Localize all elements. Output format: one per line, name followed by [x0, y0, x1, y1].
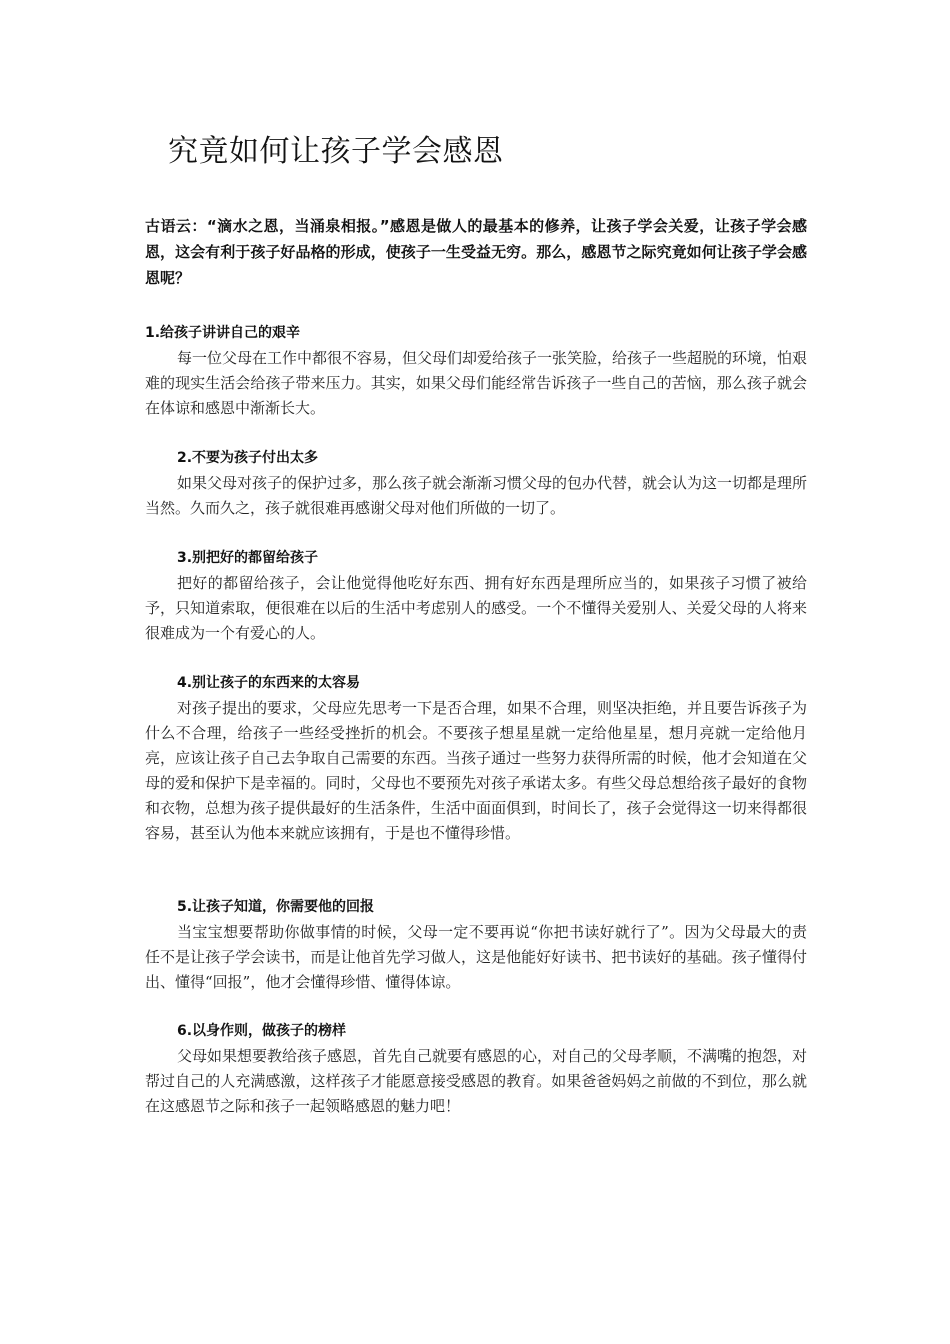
document-title: 究竟如何让孩子学会感恩 [168, 134, 504, 169]
section-heading: 4.别让孩子的东西来的太容易 [177, 675, 361, 691]
section-5 [145, 896, 807, 995]
section-4 [145, 672, 807, 846]
intro-paragraph: 古语云：“滴水之恩，当涌泉相报。”感恩是做人的最基本的修养，让孩子学会关爱，让孩子学会感恩，这会有利于孩子好品格的形成，使孩子一生受益无穷。那么，感恩节之际究竟如何让孩子学会感恩呢？ [145, 217, 807, 287]
section-2 [145, 447, 807, 521]
section-body: 每一位父母在工作中都很不容易，但父母们却爱给孩子一张笑脸，给孩子一些超脱的环境，怕艰难的现实生活会给孩子带来压力。其实，如果父母们能经常告诉孩子一些自己的苦恼，那么孩子就会在体谅和感恩中渐渐长大。 [145, 349, 808, 417]
section-3 [145, 547, 807, 646]
section-heading: 5.让孩子知道，你需要他的回报 [177, 899, 375, 915]
section-6 [145, 1020, 807, 1119]
section-body: 把好的都留给孩子，会让他觉得他吃好东西、拥有好东西是理所应当的，如果孩子习惯了被给予，只知道索取，便很难在以后的生活中考虑别人的感受。一个不懂得关爱别人、关爱父母的人将来很难成为一个有爱心的人。 [145, 574, 807, 642]
section-heading: 3.别把好的都留给孩子 [177, 550, 319, 566]
section-1 [145, 322, 807, 421]
section-body: 当宝宝想要帮助你做事情的时候，父母一定不要再说“你把书读好就行了”。因为父母最大的责任不是让孩子学会读书，而是让他首先学习做人，这是他能好好读书、把书读好的基础。孩子懂得付出、懂得“回报”，他才会懂得珍惜、懂得体谅。 [145, 923, 807, 991]
section-heading: 1.给孩子讲讲自己的艰辛 [145, 325, 301, 341]
section-heading: 2.不要为孩子付出太多 [177, 450, 319, 466]
section-body: 对孩子提出的要求，父母应先思考一下是否合理，如果不合理，则坚决拒绝，并且要告诉孩子为什么不合理，给孩子一些经受挫折的机会。不要孩子想星星就一定给他星星，想月亮就一定给他月亮，应该让孩子自己去争取自己需要的东西。当孩子通过一些努力获得所需的时候，他才会知道在父母的爱和保护下是幸福的。同时，父母也不要预先对孩子承诺太多。有些父母总想给孩子最好的食物和衣物，总想为孩子提供最好的生活条件，生活中面面俱到，时间长了，孩子会觉得这一切来得都很容易，甚至认为他本来就应该拥有，于是也不懂得珍惜。 [145, 699, 808, 842]
section-body: 如果父母对孩子的保护过多，那么孩子就会渐渐习惯父母的包办代替，就会认为这一切都是理所当然。久而久之，孩子就很难再感谢父母对他们所做的一切了。 [145, 474, 808, 517]
section-heading: 6.以身作则，做孩子的榜样 [177, 1023, 347, 1039]
section-body: 父母如果想要教给孩子感恩，首先自己就要有感恩的心，对自己的父母孝顺，不满嘴的抱怨，对帮过自己的人充满感激，这样孩子才能愿意接受感恩的教育。如果爸爸妈妈之前做的不到位，那么就在这感恩节之际和孩子一起领略感恩的魅力吧！ [145, 1047, 808, 1115]
